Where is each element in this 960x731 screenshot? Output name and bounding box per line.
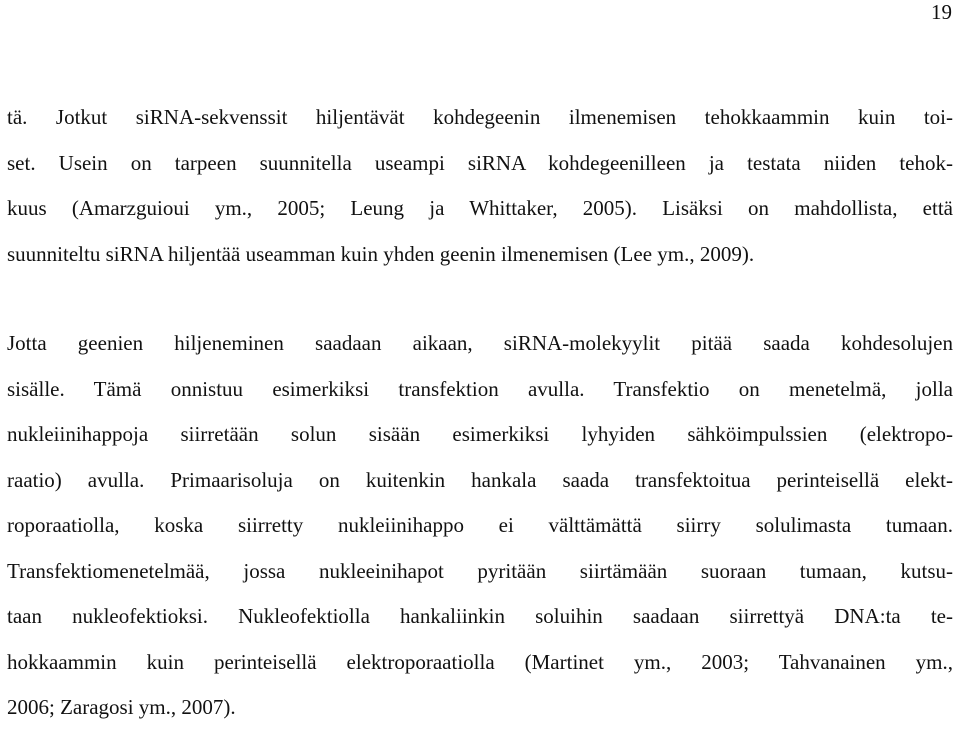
text-line: hokkaammin kuin perinteisellä elektroporaatiolla (Martinet ym., 2003; Tahvanainen ym.,	[7, 649, 953, 674]
text-line: taan nukleofektioksi. Nukleofektiolla hankaliinkin soluihin saadaan siirrettyä DNA:ta te-	[7, 604, 953, 628]
text-line: Transfektiomenetelmää, jossa nukleeinihapot pyritään siirtämään suoraan tumaan, kutsu-	[7, 558, 953, 583]
text-line: tä. Jotkut siRNA-sekvenssit hiljentävät kohdegeenin ilmenemisen tehokkaammin kuin toi-	[7, 105, 953, 129]
text-line: suunniteltu siRNA hiljentää useamman kuin yhden geenin ilmenemisen (Lee ym., 2009).	[7, 241, 755, 266]
paragraph-2	[7, 321, 953, 731]
text-line: 2006; Zaragosi ym., 2007).	[7, 695, 236, 719]
text-line: nukleiinihappoja siirretään solun sisään esimerkiksi lyhyiden sähköimpulssien (elektropo-	[7, 422, 953, 446]
text-line: set. Usein on tarpeen suunnitella useampi siRNA kohdegeenilleen ja testata niiden tehok-	[7, 150, 953, 175]
text-line: sisälle. Tämä onnistuu esimerkiksi transfektion avulla. Transfektio on menetelmä, jolla	[7, 376, 953, 401]
text-line: Jotta geenien hiljeneminen saadaan aikaan, siRNA-molekyylit pitää saada kohdesolujen	[7, 331, 953, 355]
text-line: raatio) avulla. Primaarisoluja on kuitenkin hankala saada transfektoitua perinteisellä elekt-	[7, 467, 953, 492]
text-line: roporaatiolla, koska siirretty nukleiinihappo ei välttämättä siirry solulimasta tumaan.	[7, 513, 953, 537]
page-number: 19	[931, 0, 952, 24]
text-line: kuus (Amarzguioui ym., 2005; Leung ja Whittaker, 2005). Lisäksi on mahdollista, että	[7, 196, 953, 220]
paragraph-1	[7, 95, 953, 277]
